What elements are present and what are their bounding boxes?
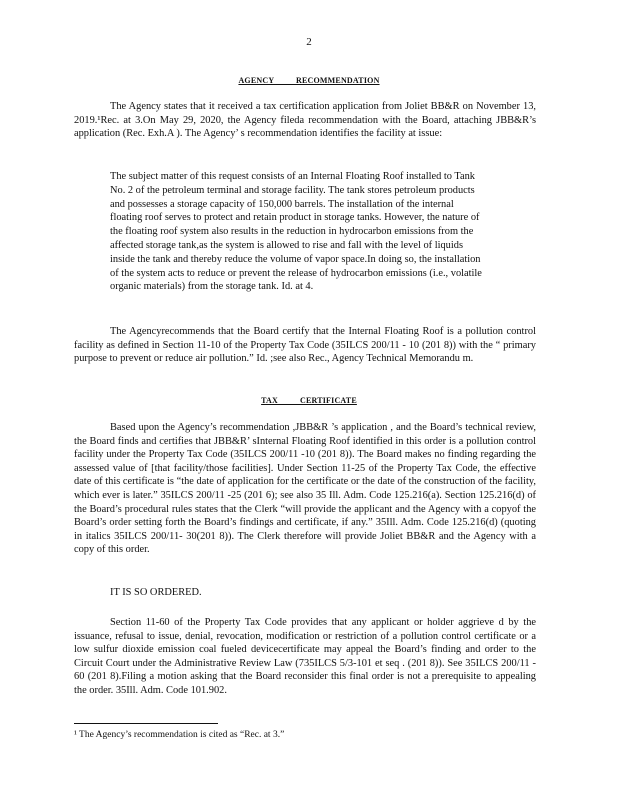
paragraph-board-findings: Based upon the Agency’s recommendation ,JBB&R ’s application , and the Board’s technical review, the Board finds and certifies that JBB&R’ sInternal Floating Roof identified in this order is a pollution control facility under the Property Tax Code (35ILCS 200/11 -10 (201 8)). The Board makes no finding regarding the assessed value of [that facility/those facilities]. Under Section 11-25 of the Property Tax Code, the effective date of this certificate is “the date of application for the certificate or the date of the construction of the facility, which ever is later.” 35ILCS 200/11 -25 (201 6); see also 35 Ill. Adm. Code 125.216(a). Section 125.216(d) of the Board’s procedural rules states that the Clerk “will provide the applicant and the Agency with a copyof the Board’s order setting forth the Board’s findings and certificate, if any.” 35Ill. Adm. Code 125.216(d) (quoting in italics 35ILCS 200/11- 30(201 8)). The Clerk therefore will provide Joliet BB&R and the Agency with a copy of this order. (74, 422, 536, 556)
section-heading-text: AGENCY RECOMMENDATION (238, 76, 380, 85)
page-number: 2 (306, 36, 312, 48)
section-heading-tax-certificate (0, 396, 618, 405)
section-heading-text: TAX CERTIFICATE (261, 396, 357, 405)
paragraph-agency-recommends: The Agencyrecommends that the Board certify that the Internal Floating Roof is a pollution control facility as defined in Section 11-10 of the Property Tax Code (35ILCS 200/11 - 10 (201 8)) with the “ primary purpose to prevent or reduce air pollution.” Id. ;see also Rec., Agency Technical Memorandu m. (74, 326, 536, 365)
paragraph-appeal-rights: Section 11-60 of the Property Tax Code provides that any applicant or holder aggrieve d by the issuance, refusal to issue, denial, revocation, modification or restriction of a pollution control certificate or a low sulfur dioxide emission coal fueled devicecertificate may appeal the Board’s finding and order to the Circuit Court under the Administrative Review Law (735ILCS 5/3-101 et seq . (201 8)). See 35ILCS 200/11 - 60 (201 8).Filing a motion asking that the Board reconsider this final order is not a prerequisite to appealing the order. 35Ill. Adm. Code 101.902. (74, 617, 536, 696)
order-statement: IT IS SO ORDERED. (110, 587, 202, 598)
footnote-1: ¹ The Agency’s recommendation is cited as “Rec. at 3.” (74, 730, 285, 740)
section-heading-agency-recommendation (0, 76, 618, 85)
block-quote-recommendation: The subject matter of this request consists of an Internal Floating Roof installed to Tank No. 2 of the petroleum terminal and storage facility. The tank stores petroleum products and possesses a storage capacity of 150,000 barrels. The installation of the internal floating roof serves to protect and retain product in storage tanks. However, the nature of the floating roof system also results in the reduction in hydrocarbon emissions from the affected storage tank,as the system is allowed to rise and fall with the level of liquids inside the tank and thereby reduce the volume of vapor space.In doing so, the installation of the system acts to reduce or prevent the release of hydrocarbon emissions (i.e., volatile organic materials) from the storage tank. Id. at 4. (110, 171, 482, 293)
paragraph-agency-receipt: The Agency states that it received a tax certification application from Joliet BB&R on November 13, 2019.¹Rec. at 3.On May 29, 2020, the Agency fileda recommendation with the Board, attaching JBB&R’s application (Rec. Exh.A ). The Agency’ s recommendation identifies the facility at issue: (74, 101, 536, 140)
footnote-divider (74, 723, 218, 724)
